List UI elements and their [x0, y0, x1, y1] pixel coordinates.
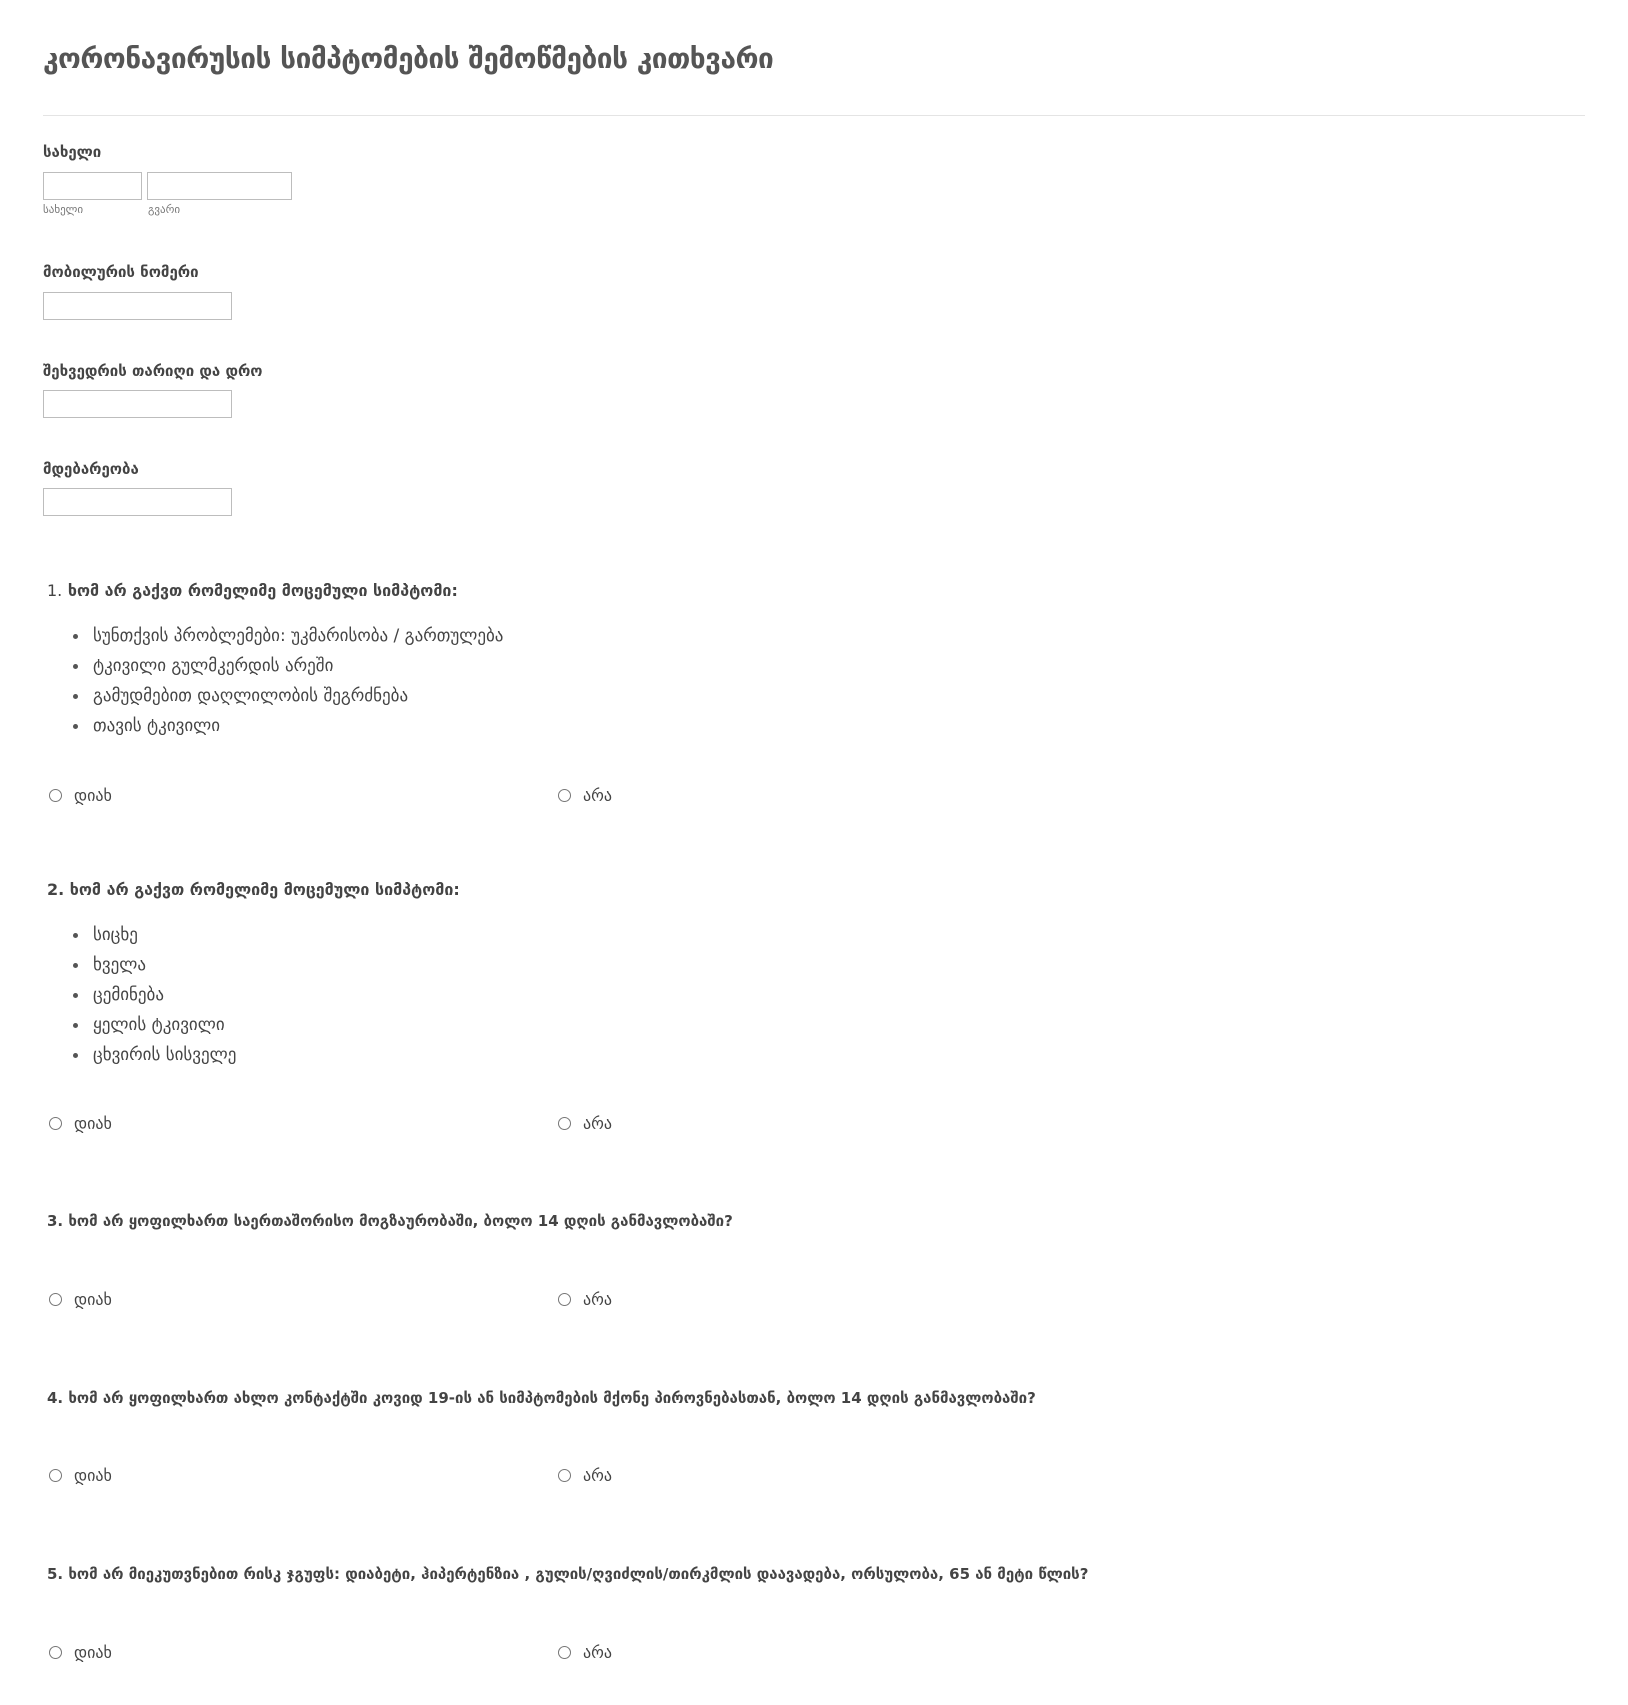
first-name-sublabel: სახელი — [43, 203, 84, 216]
bullet-icon — [73, 963, 78, 968]
bullet-icon — [73, 634, 78, 639]
question-1-no-option[interactable] — [558, 786, 612, 805]
radio-button[interactable] — [558, 1117, 571, 1130]
radio-label: დიახ — [74, 1466, 112, 1485]
radio-label: არა — [583, 1466, 612, 1485]
meeting-datetime-label: შეხვედრის თარიღი და დრო — [43, 362, 263, 380]
radio-label: დიახ — [74, 1114, 112, 1133]
radio-button[interactable] — [558, 1293, 571, 1306]
radio-button[interactable] — [49, 1646, 62, 1659]
list-item: ხველა — [70, 950, 236, 980]
question-1-symptom-list — [70, 621, 503, 741]
radio-button[interactable] — [558, 789, 571, 802]
radio-label: არა — [583, 786, 612, 805]
form-title: კორონავირუსის სიმპტომების შემოწმების კითხვარი — [43, 42, 774, 75]
question-1-number: 1. — [47, 581, 63, 600]
question-3-yes-option[interactable] — [49, 1290, 112, 1309]
question-1-text: ხომ არ გაქვთ რომელიმე მოცემული სიმპტომი: — [67, 581, 458, 600]
radio-label: დიახ — [74, 1643, 112, 1662]
mobile-label: მობილურის ნომერი — [43, 263, 199, 281]
list-item: გამუდმებით დაღლილობის შეგრძნება — [70, 681, 503, 711]
list-item: ცხვირის სისველე — [70, 1040, 236, 1070]
question-4-no-option[interactable] — [558, 1466, 612, 1485]
radio-button[interactable] — [49, 789, 62, 802]
list-item: სიცხე — [70, 920, 236, 950]
location-label: მდებარეობა — [43, 460, 139, 478]
question-2-symptom-list — [70, 920, 236, 1070]
bullet-icon — [73, 724, 78, 729]
bullet-icon — [73, 1023, 78, 1028]
question-2-title — [47, 880, 460, 899]
question-2-text: ხომ არ გაქვთ რომელიმე მოცემული სიმპტომი: — [69, 880, 460, 899]
question-4-yes-option[interactable] — [49, 1466, 112, 1485]
radio-button[interactable] — [49, 1293, 62, 1306]
radio-button[interactable] — [49, 1117, 62, 1130]
radio-label: არა — [583, 1114, 612, 1133]
bullet-icon — [73, 933, 78, 938]
radio-label: არა — [583, 1290, 612, 1309]
question-3-text: 3. ხომ არ ყოფილხართ საერთაშორისო მოგზაურობაში, ბოლო 14 დღის განმავლობაში? — [47, 1212, 733, 1230]
last-name-sublabel: გვარი — [148, 203, 181, 216]
question-1-title — [47, 581, 458, 600]
bullet-icon — [73, 664, 78, 669]
list-item: ცემინება — [70, 980, 236, 1010]
question-4-text: 4. ხომ არ ყოფილხართ ახლო კონტაქტში კოვიდ 19-ის ან სიმპტომების მქონე პიროვნებასთან, ბოლო 14 დღის განმავლობაში? — [47, 1389, 1036, 1407]
question-5-no-option[interactable] — [558, 1643, 612, 1662]
question-2-number: 2. — [47, 880, 65, 899]
bullet-icon — [73, 1053, 78, 1058]
question-2-no-option[interactable] — [558, 1114, 612, 1133]
question-3-no-option[interactable] — [558, 1290, 612, 1309]
question-5-text: 5. ხომ არ მიეკუთვნებით რისკ ჯგუფს: დიაბეტი, ჰიპერტენზია , გულის/ღვიძლის/თირკმლის დაავადება, ორსულობა, 65 ან მეტი წლის? — [47, 1565, 1089, 1583]
mobile-input[interactable] — [43, 292, 232, 320]
list-item: თავის ტკივილი — [70, 711, 503, 741]
title-divider — [43, 115, 1585, 116]
last-name-input[interactable] — [147, 172, 292, 200]
radio-button[interactable] — [558, 1646, 571, 1659]
name-label: სახელი — [43, 143, 102, 161]
radio-button[interactable] — [558, 1469, 571, 1482]
bullet-icon — [73, 993, 78, 998]
meeting-datetime-input[interactable] — [43, 390, 232, 418]
radio-label: დიახ — [74, 786, 112, 805]
location-input[interactable] — [43, 488, 232, 516]
list-item: სუნთქვის პრობლემები: უკმარისობა / გართულება — [70, 621, 503, 651]
question-1-yes-option[interactable] — [49, 786, 112, 805]
first-name-input[interactable] — [43, 172, 142, 200]
list-item: ყელის ტკივილი — [70, 1010, 236, 1040]
list-item: ტკივილი გულმკერდის არეში — [70, 651, 503, 681]
radio-button[interactable] — [49, 1469, 62, 1482]
question-2-yes-option[interactable] — [49, 1114, 112, 1133]
radio-label: დიახ — [74, 1290, 112, 1309]
radio-label: არა — [583, 1643, 612, 1662]
bullet-icon — [73, 694, 78, 699]
question-5-yes-option[interactable] — [49, 1643, 112, 1662]
